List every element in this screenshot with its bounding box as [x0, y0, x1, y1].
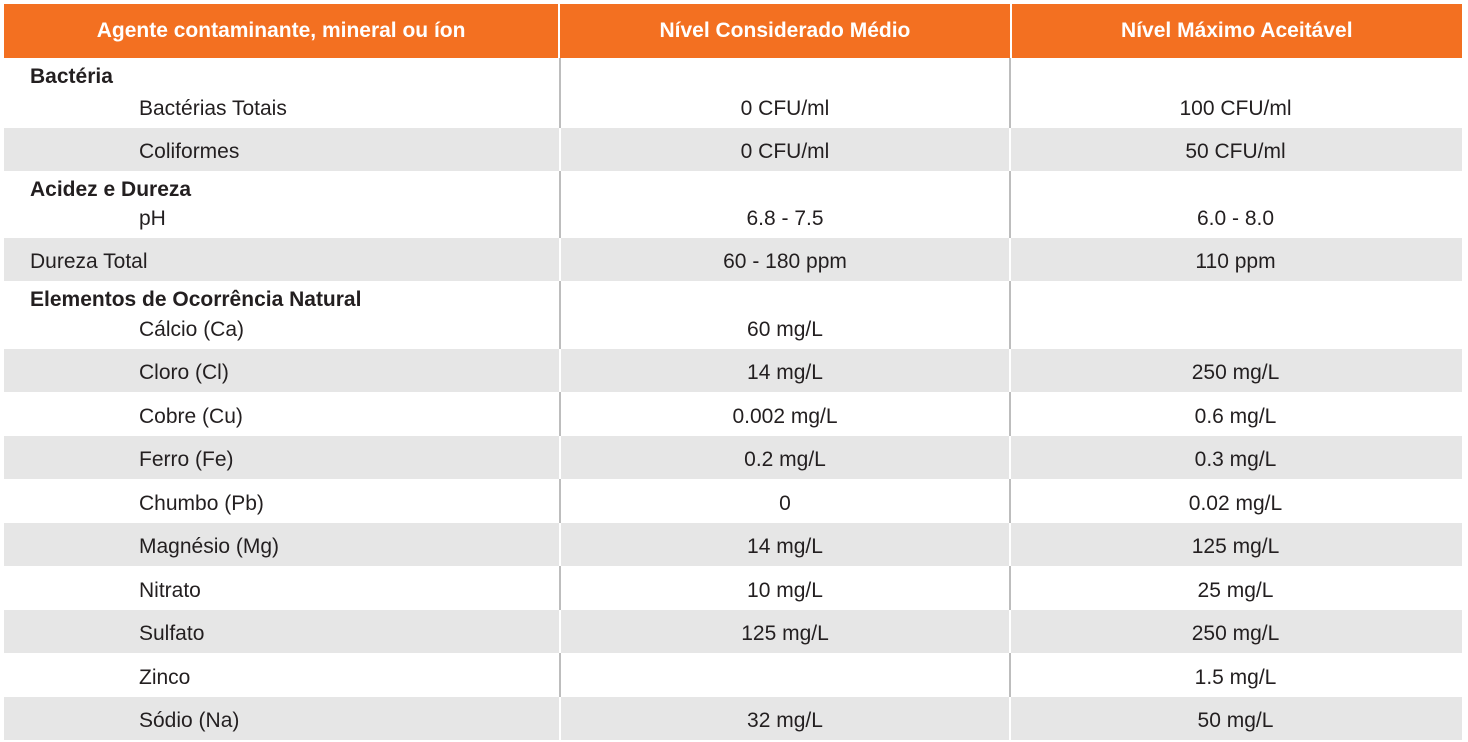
row-label: Zinco	[139, 666, 191, 689]
row-maximum: 100 CFU/ml	[1009, 58, 1460, 128]
row-label: Ferro (Fe)	[139, 448, 234, 471]
water-quality-table	[4, 4, 1462, 740]
row-label: Sulfato	[139, 622, 205, 645]
row-label: Coliformes	[139, 140, 240, 163]
row-label: Sódio (Na)	[139, 709, 240, 732]
row-maximum: 0.3 mg/L	[1009, 436, 1460, 479]
row-average: 0.002 mg/L	[559, 392, 1009, 436]
table-row	[4, 610, 1462, 653]
header-average-level: Nível Considerado Médio	[558, 4, 1009, 58]
header-agent: Agente contaminante, mineral ou íon	[96, 19, 466, 42]
row-average: 0 CFU/ml	[559, 58, 1009, 128]
table-row	[4, 281, 1462, 349]
row-maximum: 50 CFU/ml	[1009, 128, 1460, 171]
row-average: 0	[559, 479, 1009, 523]
row-maximum: 110 ppm	[1009, 238, 1460, 281]
section-title-elements: Elementos de Ocorrência Natural	[30, 288, 362, 311]
table-row	[4, 128, 1462, 171]
row-average: 10 mg/L	[559, 566, 1009, 610]
row-maximum: 50 mg/L	[1009, 697, 1460, 740]
table-row	[4, 58, 1462, 128]
row-label: Chumbo (Pb)	[139, 492, 264, 515]
table-row	[4, 523, 1462, 566]
header-max-level: Nível Máximo Aceitável	[1010, 4, 1462, 58]
row-average: 60 - 180 ppm	[559, 238, 1009, 281]
row-maximum: 250 mg/L	[1009, 610, 1460, 653]
row-average: 14 mg/L	[559, 349, 1009, 392]
row-maximum: 1.5 mg/L	[1009, 653, 1460, 697]
row-average: 0 CFU/ml	[559, 128, 1009, 171]
table-row	[4, 171, 1462, 238]
row-label: Bactérias Totais	[139, 97, 287, 120]
row-average	[559, 653, 1009, 697]
table-row	[4, 238, 1462, 281]
row-maximum: 0.6 mg/L	[1009, 392, 1460, 436]
row-label: Dureza Total	[30, 250, 148, 273]
table-row	[4, 392, 1462, 436]
row-maximum: 125 mg/L	[1009, 523, 1460, 566]
table-row	[4, 653, 1462, 697]
table-row	[4, 479, 1462, 523]
row-average: 6.8 - 7.5	[559, 171, 1009, 238]
row-label: Cálcio (Ca)	[139, 318, 245, 341]
table-row	[4, 349, 1462, 392]
table-row	[4, 697, 1462, 740]
row-average: 125 mg/L	[559, 610, 1009, 653]
row-maximum: 6.0 - 8.0	[1009, 171, 1460, 238]
row-label: Nitrato	[139, 579, 201, 602]
row-maximum: 25 mg/L	[1009, 566, 1460, 610]
row-label: Cobre (Cu)	[139, 405, 243, 428]
row-average: 32 mg/L	[559, 697, 1009, 740]
section-title-acidity: Acidez e Dureza	[30, 178, 192, 201]
row-label: Magnésio (Mg)	[139, 535, 280, 558]
row-average: 14 mg/L	[559, 523, 1009, 566]
table-row	[4, 436, 1462, 479]
row-average: 0.2 mg/L	[559, 436, 1009, 479]
table-header	[4, 4, 1462, 58]
row-label: pH	[139, 207, 166, 230]
row-label: Cloro (Cl)	[139, 361, 229, 384]
table-row	[4, 566, 1462, 610]
row-average: 60 mg/L	[559, 281, 1009, 349]
row-maximum: 250 mg/L	[1009, 349, 1460, 392]
section-title-bacteria: Bactéria	[30, 65, 113, 88]
row-maximum	[1009, 281, 1460, 349]
row-maximum: 0.02 mg/L	[1009, 479, 1460, 523]
